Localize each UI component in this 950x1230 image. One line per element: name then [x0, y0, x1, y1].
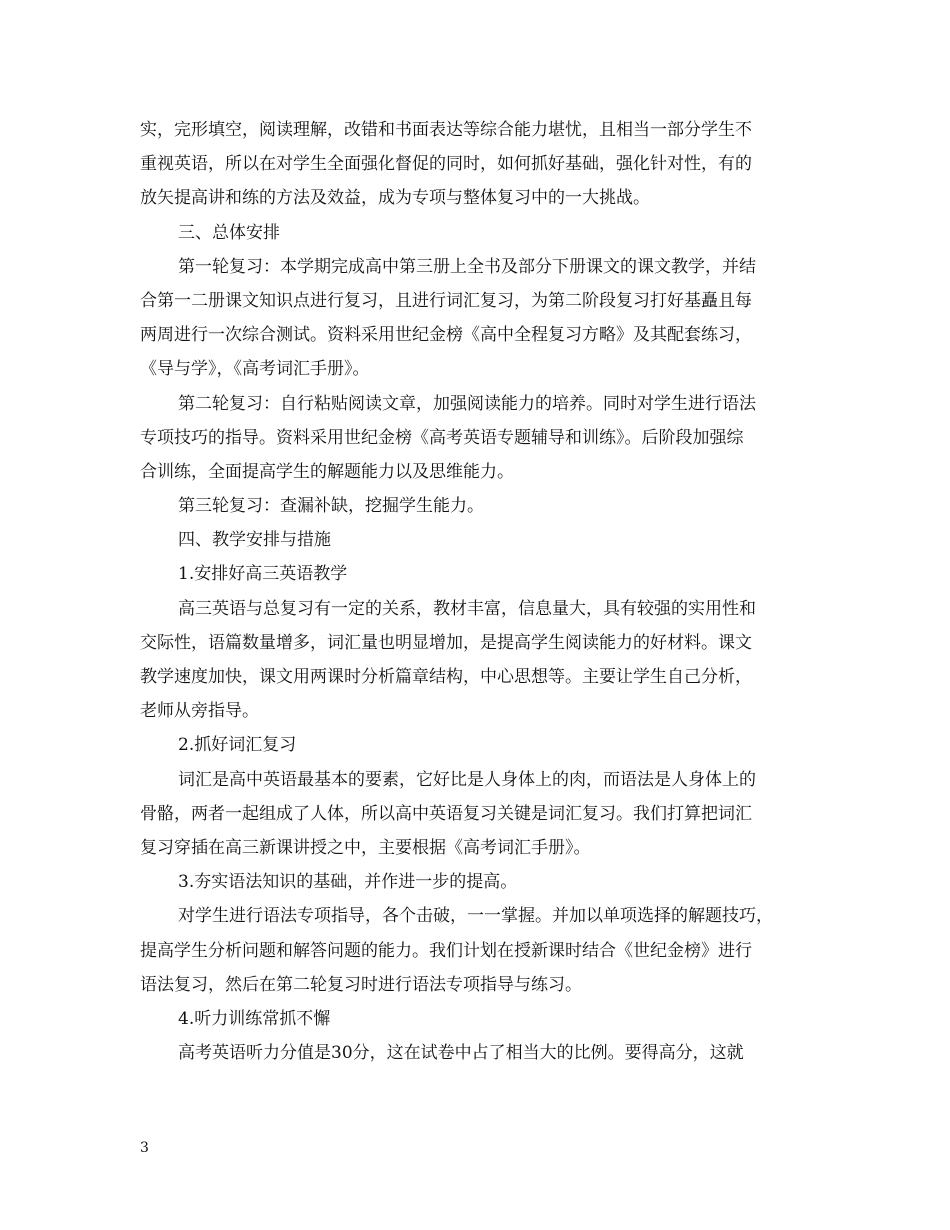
text-line: 《导与学》，《高考词汇手册》。: [140, 359, 370, 380]
text-line: 提高学生分析问题和解答问题的能力。我们计划在授新课时结合《世纪金榜》进行: [140, 940, 752, 961]
text-line: 四、教学安排与措施: [178, 530, 331, 551]
text-line: 交际性，语篇数量增多，词汇量也明显增加，是提高学生阅读能力的好材料。课文: [140, 632, 752, 653]
text-line: 对学生进行语法专项指导，各个击破，一一掌握。并加以单项选择的解题技巧，: [178, 906, 773, 927]
text-line: 合训练，全面提高学生的解题能力以及思维能力。: [140, 461, 514, 482]
text-line: 重视英语，所以在对学生全面强化督促的同时，如何抓好基础，强化针对性，有的: [140, 154, 752, 175]
text-line: 3.夯实语法知识的基础，并作进一步的提高。: [178, 872, 518, 893]
text-line: 教学速度加快，课文用两课时分析篇章结构，中心思想等。主要让学生自己分析，: [140, 667, 752, 687]
text-line: 第三轮复习：查漏补缺，挖掘学生能力。: [178, 496, 484, 517]
text-line: 1.安排好高三英语教学: [178, 564, 348, 585]
text-line: 实，完形填空，阅读理解，改错和书面表达等综合能力堪忧，且相当一部分学生不: [140, 120, 752, 140]
text-line: 语法复习，然后在第二轮复习时进行语法专项指导与练习。: [140, 974, 582, 995]
text-line: 4.听力训练常抓不懈: [178, 1008, 331, 1029]
text-line: 专项技巧的指导。资料采用世纪金榜《高考英语专题辅导和训练》。后阶段加强综: [140, 427, 744, 448]
text-line: 第一轮复习：本学期完成高中第三册上全书及部分下册课文的课文教学，并结: [178, 256, 756, 277]
text-line: 老师从旁指导。: [140, 701, 259, 722]
text-line: 两周进行一次综合测试。资料采用世纪金榜《高中全程复习方略》及其配套练习，: [140, 325, 752, 346]
text-line: 词汇是高中英语最基本的要素，它好比是人身体上的肉，而语法是人身体上的: [178, 769, 756, 790]
text-line: 三、总体安排: [178, 222, 280, 243]
text-line: 高三英语与总复习有一定的关系，教材丰富，信息量大，具有较强的实用性和: [178, 598, 756, 619]
text-line: 高考英语听力分值是30分，这在试卷中占了相当大的比例。要得高分，这就: [178, 1043, 744, 1064]
text-line: 放矢提高讲和练的方法及效益，成为专项与整体复习中的一大挑战。: [140, 188, 650, 209]
document-body: [140, 113, 820, 1070]
text-line: 第二轮复习：自行粘贴阅读文章，加强阅读能力的培养。同时对学生进行语法: [178, 393, 756, 414]
page-number: 3: [140, 1140, 149, 1156]
text-line: 2.抓好词汇复习: [178, 735, 297, 756]
text-line: 复习穿插在高三新课讲授之中，主要根据《高考词汇手册》。: [140, 837, 591, 858]
text-line: 骨骼，两者一起组成了人体，所以高中英语复习关键是词汇复习。我们打算把词汇: [140, 803, 752, 824]
text-line: 合第一二册课文知识点进行复习，且进行词汇复习，为第二阶段复习打好基矗且每: [140, 290, 752, 311]
